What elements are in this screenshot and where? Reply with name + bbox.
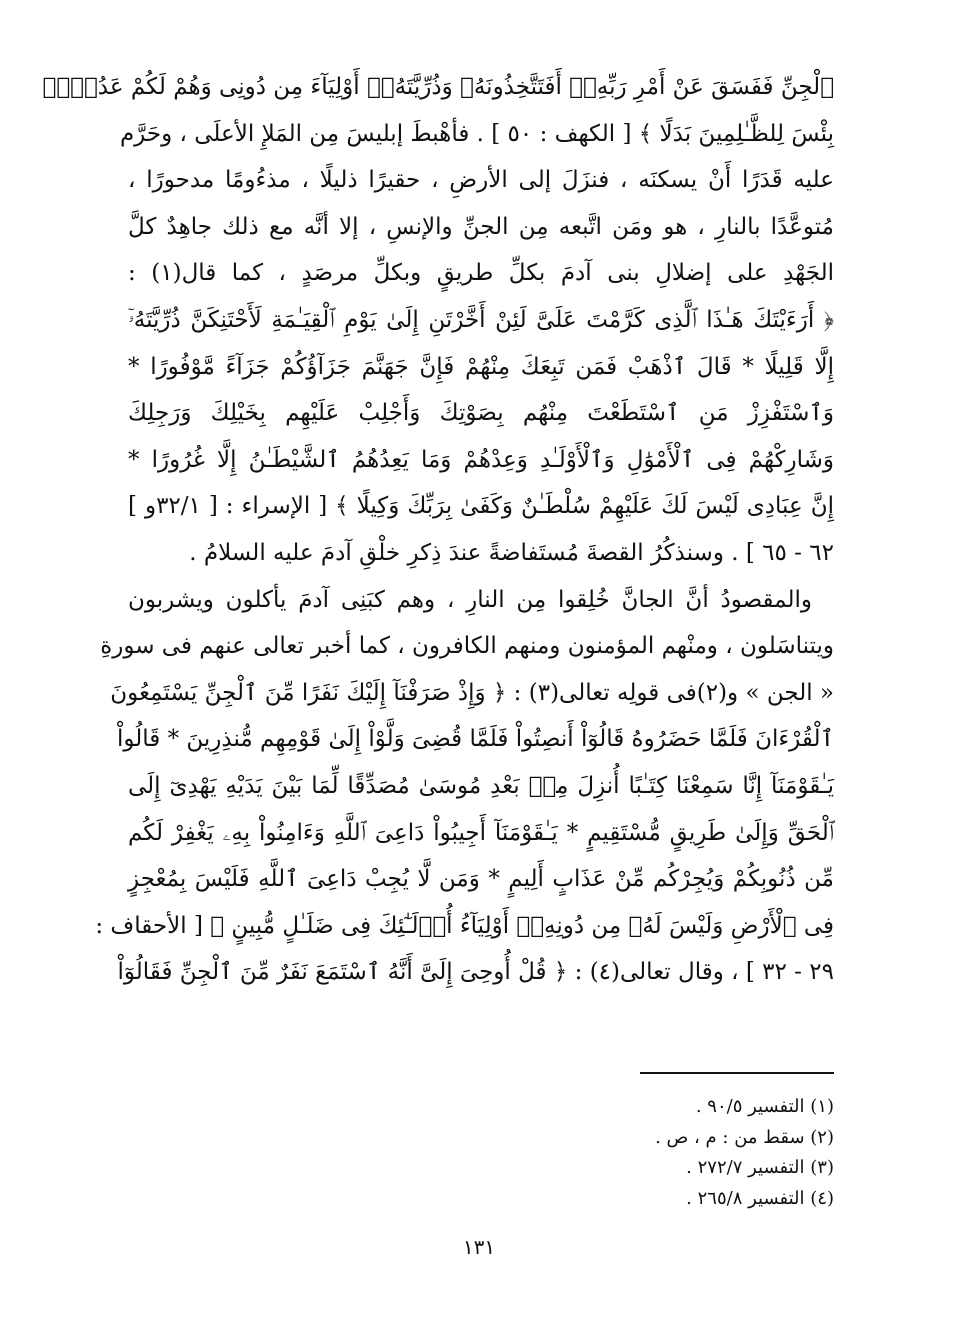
text-line: ويتناسَلون ، ومنْهم المؤمنون ومنهم الكافرون ، كما أخبر تعالى عنهم فى سورةِ — [100, 633, 834, 660]
text-line: مِّن ذُنُوبِكُمْ وَيُجِرْكُم مِّنْ عَذَابٍ أَلِيمٍ * وَمَن لَّا يُجِبْ دَاعِىَ ٱللَّهِ فَلَيْسَ بِمُعْجِزٍ — [128, 866, 834, 893]
text-line: « الجن » و(٢)فى قولِه تعالى(٣) : ﴿ وَإِذْ صَرَفْنَآ إِلَيْكَ نَفَرًا مِّنَ ٱلْجِنِّ يَسْتَمِعُونَ — [110, 679, 834, 706]
footnotes — [560, 1092, 834, 1214]
text-line: ٱلْحَقِّ وَإِلَىٰ طَرِيقٍ مُّسْتَقِيمٍ * يَـٰقَوْمَنَآ أَجِيبُواْ دَاعِىَ ٱللَّهِ وَءَامِنُواْ بِهِۦ يَغْفِرْ لَكُم — [128, 819, 834, 846]
text-line: الجَهْدِ على إضلالِ بنى آدمَ بكلِّ طريقٍ وبكلِّ مرصَدٍ ، كما قال(١) : — [128, 260, 834, 287]
footnote-item: (٣) التفسير ٢٧٢/٧ . — [686, 1157, 834, 1178]
text-line: وَشَارِكْهُمْ فِى ٱلْأَمْوَٰلِ وَٱلْأَوْلَـٰدِ وَعِدْهُمْ وَمَا يَعِدُهُمُ ٱلشَّيْطَـٰنُ إِلَّا غُرُورًا * — [128, 446, 834, 473]
text-line: والمقصودُ أنَّ الجانَّ خُلِقوا مِن النارِ ، وهم كبَنِى آدمَ يأكلون ويشربون — [128, 586, 812, 613]
text-line: ﴿ أَرَءَيْتَكَ هَـٰذَا ٱلَّذِى كَرَّمْتَ عَلَىَّ لَئِنْ أَخَّرْتَنِ إِلَىٰ يَوْمِ ٱلْقِيَـٰمَةِ لَأَحْتَنِكَنَّ ذُرِّيَّتَهُۥٓ — [128, 306, 834, 333]
footnote-divider — [640, 1072, 834, 1074]
text-line: عليه قَدَرًا أَنْ يسكنَه ، فنزَلَ إلى الأرضِ ، حقيرًا ذليلًا ، مذءُومًا مدحورًا ، — [128, 167, 834, 194]
footnote-item: (٢) سقط من : م ، ص . — [655, 1126, 834, 1148]
footnote-item: (١) التفسير ٩٠/٥ . — [695, 1096, 834, 1117]
text-line: ٱلْجِنِّ فَفَسَقَ عَنْ أَمْرِ رَبِّهِۦٓ أَفَتَتَّخِذُونَهُۥ وَذُرِّيَّتَهُۥٓ أَوْلِيَآءَ مِن دُونِى وَهُمْ لَكُمْ عَدُوٌّۢ — [42, 74, 834, 100]
text-line: يَـٰقَوْمَنَآ إِنَّا سَمِعْنَا كِتَـٰبًا أُنزِلَ مِنۢ بَعْدِ مُوسَىٰ مُصَدِّقًا لِّمَا بَيْنَ يَدَيْهِ يَهْدِىٓ إِلَى — [128, 772, 834, 799]
main-text-block — [42, 64, 834, 996]
text-line: إِلَّا قَلِيلًا * قَالَ ٱذْهَبْ فَمَن تَبِعَكَ مِنْهُمْ فَإِنَّ جَهَنَّمَ جَزَآؤُكُمْ جَزَآءً مَّوْفُورًا * — [128, 353, 834, 380]
text-line: ٦٢ - ٦٥ ] . وسنذكُرُ القصةَ مُستَفاضةً عندَ ذِكرِ خلْقِ آدمَ عليه السلامُ . — [189, 539, 834, 566]
footnote-item: (٤) التفسير ٢٦٥/٨ . — [686, 1187, 834, 1209]
text-line: إِنَّ عِبَادِى لَيْسَ لَكَ عَلَيْهِمْ سُلْطَـٰنٌ وَكَفَىٰ بِرَبِّكَ وَكِيلًا ﴾ [ الإسراء : [ ٣٢/١و ] — [128, 493, 834, 520]
text-line: ٢٩ - ٣٢ ] ، وقال تعالى(٤) : ﴿ قُلْ أُوحِىَ إِلَىَّ أَنَّهُ ٱسْتَمَعَ نَفَرٌ مِّنَ ٱلْجِنِّ فَقَالُوٓاْ — [117, 959, 834, 986]
page-number: ١٣١ — [462, 1235, 496, 1259]
text-line: مُتوعَّدًا بالنارِ ، هو ومَن اتَّبعه مِن الجنِّ والإنسِ ، إلا أنَّه مع ذلك جاهِدٌ كلَّ — [128, 213, 834, 240]
text-line: ٱلْقُرْءَانَ فَلَمَّا حَضَرُوهُ قَالُوٓاْ أَنصِتُواْ فَلَمَّا قُضِىَ وَلَّوْاْ إِلَىٰ قَوْمِهِم مُّنذِرِينَ * قَالُواْ — [116, 726, 834, 753]
text-line: بِئْسَ لِلظَّـٰلِمِينَ بَدَلًا ﴾ [ الكهف : ٥٠ ] . فأهْبطَ إبليسَ مِن المَلإِ الأعلَى ، وحَرَّم — [119, 120, 834, 147]
text-line: فِى ٱلْأَرْضِ وَلَيْسَ لَهُۥ مِن دُونِهِۦٓ أَوْلِيَآءُ أُو۟لَـٰٓئِكَ فِى ضَلَـٰلٍ مُّبِينٍ ﴾ [ الأحقاف : — [95, 912, 834, 939]
text-line: وَٱسْتَفْزِزْ مَنِ ٱسْتَطَعْتَ مِنْهُم بِصَوْتِكَ وَأَجْلِبْ عَلَيْهِم بِخَيْلِكَ وَرَجِلِكَ — [128, 400, 834, 427]
